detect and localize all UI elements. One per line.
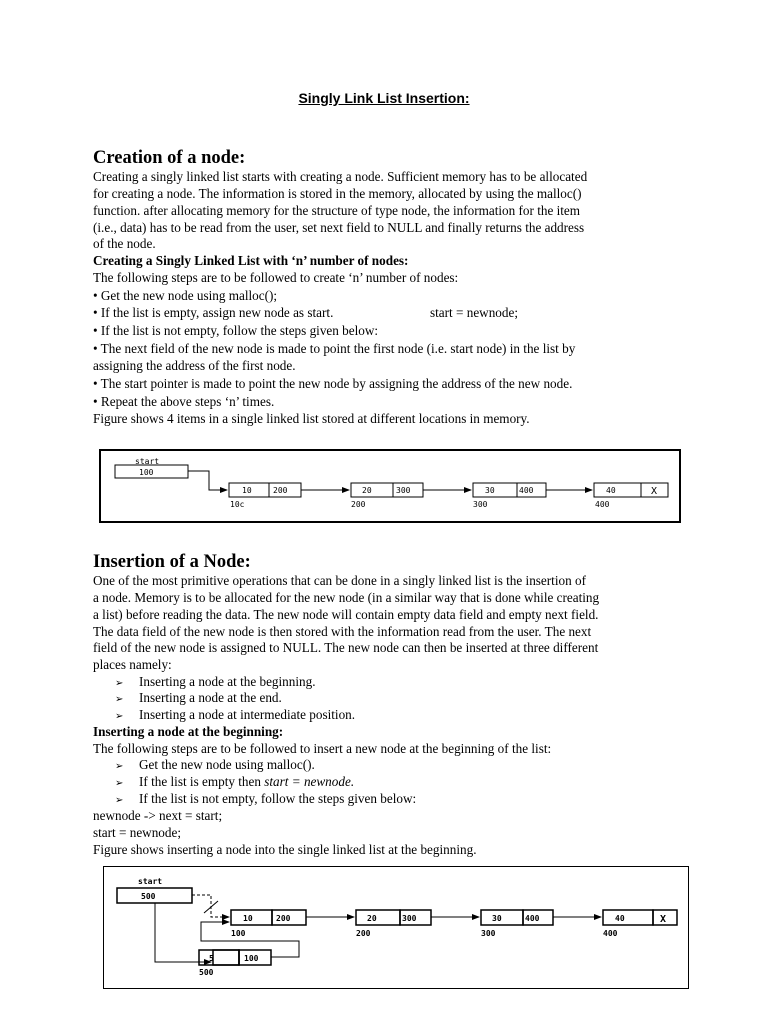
start-pointer-value: 100 <box>139 468 154 477</box>
node-1 <box>229 483 301 509</box>
beginning-step-code: start = newnode. <box>264 774 355 789</box>
insertion-paragraph-line: field of the new node is assigned to NULL. The new node can then be inserted at three different <box>93 640 599 655</box>
beginning-step-text: If the list is not empty, follow the steps given below: <box>139 791 417 806</box>
new-start-link <box>155 903 211 962</box>
creation-bullet: • Get the new node using malloc(); <box>93 288 278 303</box>
node-4 <box>594 483 668 509</box>
node-next-null: X <box>660 914 667 925</box>
linked-list-diagram <box>99 449 681 523</box>
node-data: 20 <box>367 914 377 923</box>
creation-paragraph-line: Creating a singly linked list starts with creating a node. Sufficient memory has to be allocated <box>93 169 588 184</box>
creation-steps-intro: The following steps are to be followed to create ‘n’ number of nodes: <box>93 270 459 285</box>
node-address: 300 <box>473 500 488 509</box>
creation-bullet-code: start = newnode; <box>430 305 519 320</box>
node-address: 200 <box>356 929 371 938</box>
arrow-bullet-icon: ➢ <box>115 694 124 705</box>
new-node-data-box <box>199 950 239 965</box>
node-3 <box>481 910 553 938</box>
creation-bullet-continuation: assigning the address of the first node. <box>93 358 296 373</box>
new-node-next: 100 <box>244 954 259 963</box>
node-1 <box>231 910 306 938</box>
creation-paragraph-line: (i.e., data) has to be read from the user, set next field to NULL and finally returns the address <box>93 220 585 235</box>
insertion-figure-caption: Figure shows inserting a node into the single linked list at the beginning. <box>93 842 477 857</box>
beginning-intro: The following steps are to be followed to insert a new node at the beginning of the list: <box>93 741 552 756</box>
node-3 <box>473 483 546 509</box>
insertion-place-text: Inserting a node at intermediate position. <box>139 707 356 722</box>
code-line: newnode -> next = start; <box>93 808 223 823</box>
creation-paragraph-line: of the node. <box>93 236 156 251</box>
node-next: 300 <box>396 486 411 495</box>
arrow-bullet-icon: ➢ <box>115 711 124 722</box>
node-next: 200 <box>276 914 291 923</box>
insertion-place-item <box>115 707 355 726</box>
node-data: 10 <box>242 486 252 495</box>
beginning-step <box>115 774 354 793</box>
creation-paragraph-line: for creating a node. The information is stored in the memory, allocated by using the malloc() <box>93 186 582 201</box>
node-data: 40 <box>606 486 616 495</box>
insertion-heading: Insertion of a Node: <box>93 552 251 572</box>
insertion-place-item <box>115 690 282 709</box>
insert-beginning-figure <box>103 866 689 990</box>
node-next: 200 <box>273 486 288 495</box>
insertion-paragraph-line: places namely: <box>93 657 172 672</box>
insertion-paragraph-line: The data field of the new node is then stored with the information read from the user. The next <box>93 624 592 639</box>
creation-heading: Creation of a node: <box>93 148 246 168</box>
node-next: 400 <box>519 486 534 495</box>
insertion-place-text: Inserting a node at the beginning. <box>139 674 316 689</box>
arrow-bullet-icon: ➢ <box>115 778 124 789</box>
node-4 <box>603 910 677 938</box>
creation-paragraph-line: function. after allocating memory for the structure of type node, the information for the item <box>93 203 581 218</box>
creation-figure-caption: Figure shows 4 items in a single linked list stored at different locations in memory. <box>93 411 530 426</box>
node-data: 40 <box>615 914 625 923</box>
new-node <box>199 950 271 977</box>
beginning-step-text: If the list is empty then <box>139 774 265 789</box>
insertion-paragraph-line: a node. Memory is to be allocated for the new node (in a similar way that is done while creating <box>93 590 600 605</box>
start-label: start <box>135 457 160 466</box>
code-line: start = newnode; <box>93 825 182 840</box>
start-pointer-value: 500 <box>141 892 156 901</box>
node-address: 300 <box>481 929 496 938</box>
arrow-bullet-icon: ➢ <box>115 678 124 689</box>
node-data: 10 <box>243 914 253 923</box>
node-next: 400 <box>525 914 540 923</box>
new-node-address: 500 <box>199 968 214 977</box>
creation-bullet: • The start pointer is made to point the new node by assigning the address of the new node. <box>93 376 573 391</box>
figure-border <box>100 450 680 522</box>
node-address: 200 <box>351 500 366 509</box>
node-2 <box>356 910 431 938</box>
beginning-heading: Inserting a node at the beginning: <box>93 724 284 739</box>
node-address: 10c <box>230 500 245 509</box>
new-node-link <box>201 922 299 957</box>
beginning-step <box>115 791 416 810</box>
start-label: start <box>138 877 163 886</box>
node-next-null: X <box>651 486 658 497</box>
arrow-bullet-icon: ➢ <box>115 795 124 806</box>
beginning-step-text: Get the new node using malloc(). <box>139 757 315 772</box>
node-address: 100 <box>231 929 246 938</box>
node-data: 20 <box>362 486 372 495</box>
creation-bullet: • The next field of the new node is made to point the first node (i.e. start node) in the list by <box>93 341 576 356</box>
node-data: 30 <box>485 486 495 495</box>
node-address: 400 <box>603 929 618 938</box>
creation-bullet: • If the list is not empty, follow the steps given below: <box>93 323 379 338</box>
creation-subheading: Creating a Singly Linked List with ‘n’ number of nodes: <box>93 253 409 268</box>
creation-bullet: • Repeat the above steps ‘n’ times. <box>93 394 275 409</box>
creation-bullet-text: • If the list is empty, assign new node as start. <box>93 305 334 320</box>
node-data: 30 <box>492 914 502 923</box>
node-2 <box>351 483 423 509</box>
insertion-paragraph-line: a list) before reading the data. The new node will contain empty data field and empty next field. <box>93 607 599 622</box>
insertion-place-text: Inserting a node at the end. <box>139 690 282 705</box>
start-arrow <box>188 471 227 490</box>
page-title: Singly Link List Insertion: <box>298 90 470 106</box>
node-address: 400 <box>595 500 610 509</box>
creation-bullet <box>93 305 693 322</box>
insertion-paragraph-line: One of the most primitive operations that can be done in a singly linked list is the insertion of <box>93 573 586 588</box>
linked-list-figure <box>99 449 681 523</box>
insert-beginning-diagram <box>103 866 689 990</box>
beginning-step <box>115 757 315 776</box>
old-start-link <box>192 895 229 917</box>
node-next: 300 <box>402 914 417 923</box>
figure-border <box>104 867 689 989</box>
new-node-data: 5 <box>209 954 214 963</box>
arrow-bullet-icon: ➢ <box>115 761 124 772</box>
